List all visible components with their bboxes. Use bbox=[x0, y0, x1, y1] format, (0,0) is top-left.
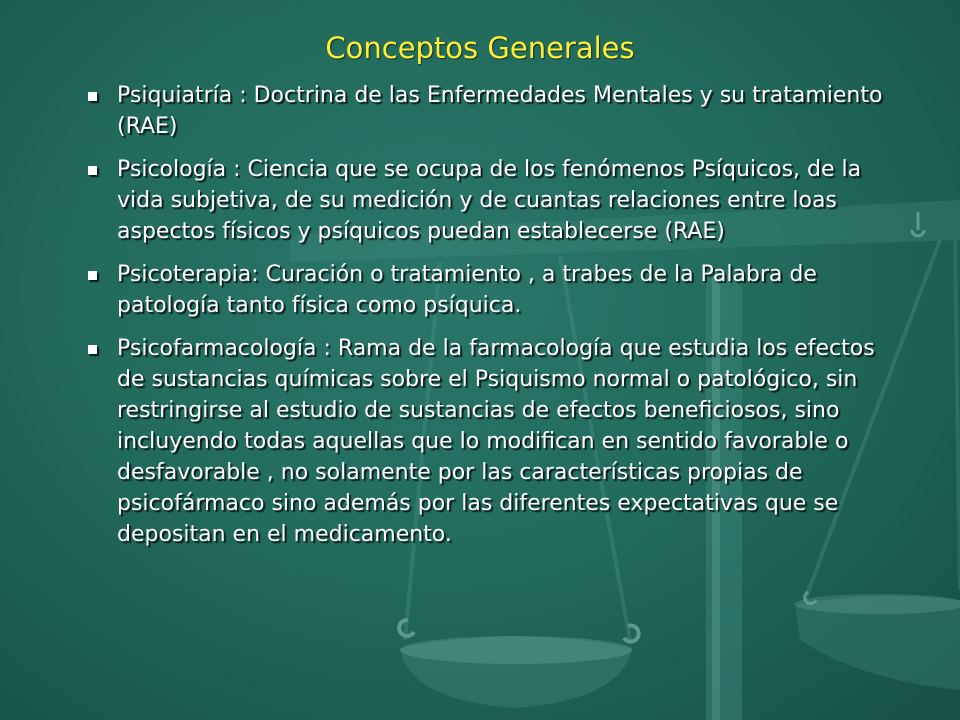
bullet-text: Psicoterapia: Curación o tratamiento , a trabes de la Palabra de patología tanto física como psíquica. bbox=[117, 262, 817, 318]
bullet-text: Psicofarmacología : Rama de la farmacología que estudia los efectos de sustancias químicas sobre el Psiquismo normal o patológico, sin restringirse al estudio de sustancias de efectos beneficiosos, sino incluyendo todas aquellas que lo modifican en sentido favorable o desfavorable , no solamente por las características propias de psicofármaco sino además por las diferentes expectativas que se depositan en el medicamento. bbox=[117, 336, 875, 547]
square-bullet-icon bbox=[88, 345, 97, 354]
bullet-psicologia bbox=[88, 154, 888, 247]
square-bullet-icon bbox=[88, 166, 97, 175]
square-bullet-icon bbox=[88, 271, 97, 280]
bullet-text: Psiquiatría : Doctrina de las Enfermedades Mentales y su tratamiento (RAE) bbox=[117, 83, 883, 139]
bullet-psicoterapia bbox=[88, 259, 888, 321]
bullet-text: Psicología : Ciencia que se ocupa de los fenómenos Psíquicos, de la vida subjetiva, de su medición y de cuantas relaciones entre loas aspectos físicos y psíquicos puedan establecerse (RAE) bbox=[117, 157, 862, 244]
square-bullet-icon bbox=[88, 92, 97, 101]
bullet-list bbox=[88, 80, 888, 562]
slide-title: Conceptos Generales bbox=[325, 31, 635, 65]
bullet-psiquiatria bbox=[88, 80, 888, 142]
bullet-psicofarmacologia bbox=[88, 333, 888, 550]
